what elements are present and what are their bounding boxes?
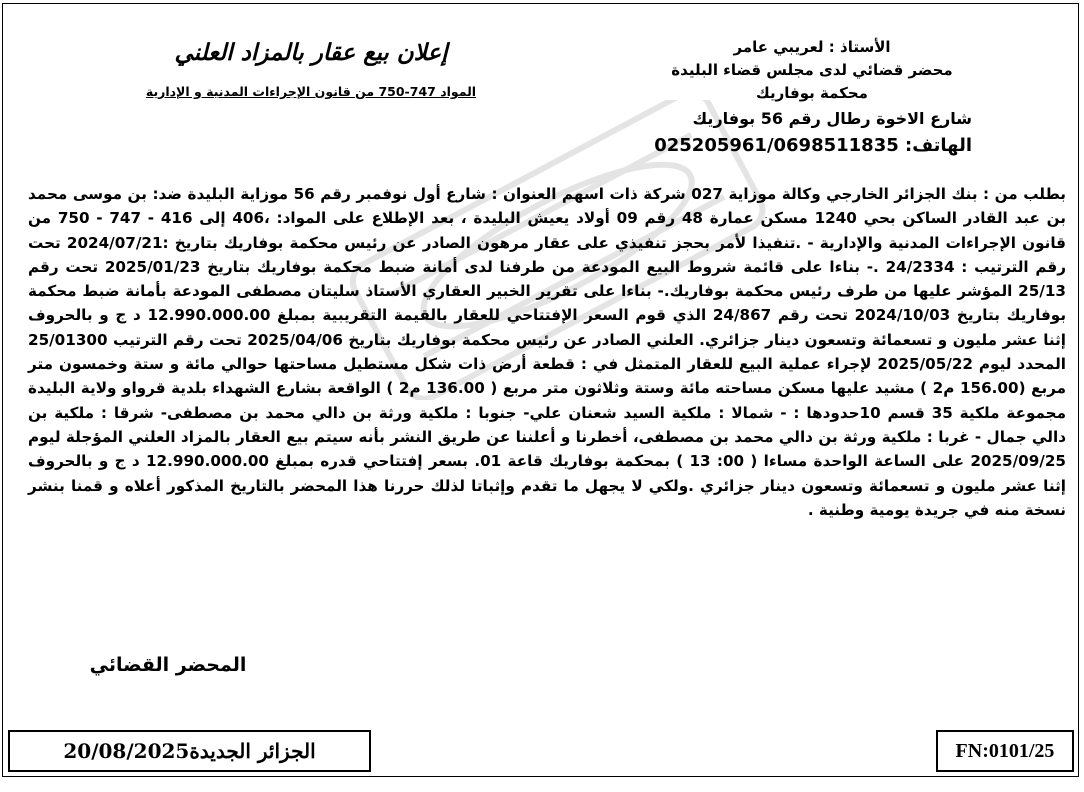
- announcement-subtitle: المواد 747-750 من قانون الإجراءات المدنية و الإدارية: [145, 84, 477, 99]
- file-number-box: [936, 730, 1074, 772]
- announcement-header: [126, 36, 496, 99]
- announcement-body: بطلب من : بنك الجزائر الخارجي وكالة موزاية 027 شركة ذات اسهم العنوان : شارع أول نوفمبر رقم 56 موزاية البليدة ضد: بن موسى محمد بن عبد القادر الساكن بحي 1240 مسكن عمارة 48 رقم 09 أولاد يعيش البليدة ، بعد الإطلاع على المواد: ،406 إلى 416 - 747 - 750 من قانون الإجراءات المدنية والإدارية - .تنفيذا لأمر بحجز تنفيذي على عقار مرهون الصادر عن رئيس محكمة بوفاريك بتاريخ :2024/07/21 تحت رقم الترتيب : 24/2334 .- بناءا على قائمة شروط البيع المودعة من طرفنا لدى أمانة ضبط محكمة بوفاريك بتاريخ 2025/01/23 تحت رقم 25/13 المؤشر عليها من طرف رئيس محكمة بوفاريك.- بناءا على تقرير الخبير العقاري الأستاذ سليتان مصطفى المودعة بأمانة ضبط محكمة بوفاريك بتاريخ 2024/10/03 تحت رقم 24/867 الذي قوم السعر الإفتتاحي للعقار بالقيمة التقريبية بمبلغ 12.990.000.00 د ج و بالحروف إثنا عشر مليون و تسعمائة وتسعون دينار جزائري. العلني الصادر عن رئيس محكمة بوفاريك بتاريخ 2025/04/06 تحت رقم الترتيب 25/01300 المحدد ليوم 2025/05/22 لإجراء عملية البيع للعقار المتمثل في : قطعة أرض ذات شكل مستطيل مساحتها حوالي مائة و ستة وخمسون متر مربع (156.00 م2 ) مشيد عليها مسكن مساحته مائة وستة وثلاثون متر مربع ( 136.00 م2 ) الواقعة بشارع الشهداء بلدية قرواو ولاية البليدة مجموعة ملكية 35 قسم 10حدودها : - شمالا : ملكية السيد شعنان علي- جنوبا : ملكية ورثة بن دالي محمد بن مصطفى- شرقا : ملكية بن دالي جمال - غربا : ملكية ورثة بن دالي محمد بن مصطفى، أخطرنا و أعلننا عن طريق النشر بأنه سيتم بيع العقار بالمزاد العلني المؤجلة ليوم 2025/09/25 على الساعة الواحدة مساءا ( 00: 13 ) بمحكمة بوفاريك قاعة 01. بسعر إفتتاحي قدره بمبلغ 12.990.000.00 د ج و بالحروف إثنا عشر مليون و تسعمائة وتسعون دينار جزائري .ولكي لا يجهل ما تقدم وإثباتا لذلك حررنا هذا المحضر بالتاريخ المذكور أعلاه و قمنا بنشر نسخة منه في جريدة يومية وطنية .: [28, 185, 1067, 519]
- sender-name: الأستاذ : لعريبي عامر: [733, 38, 891, 56]
- publication-label: الجزائر الجديدة20/08/2025: [63, 739, 316, 763]
- publication-box: [8, 730, 371, 772]
- sender-block: [592, 36, 972, 157]
- sender-phone: الهاتف: 025205961/0698511835: [654, 135, 972, 156]
- signature: المحضر القضائي: [89, 654, 247, 676]
- sender-title: محضر قضائي لدى مجلس قضاء البليدة: [671, 61, 953, 79]
- announcement-title: إعلان بيع عقار بالمزاد العلني: [174, 39, 448, 66]
- sender-address: شارع الاخوة رطال رقم 56 بوفاريك: [692, 109, 972, 128]
- file-number: FN:0101/25: [955, 739, 1055, 762]
- sender-office: محكمة بوفاريك: [756, 84, 868, 102]
